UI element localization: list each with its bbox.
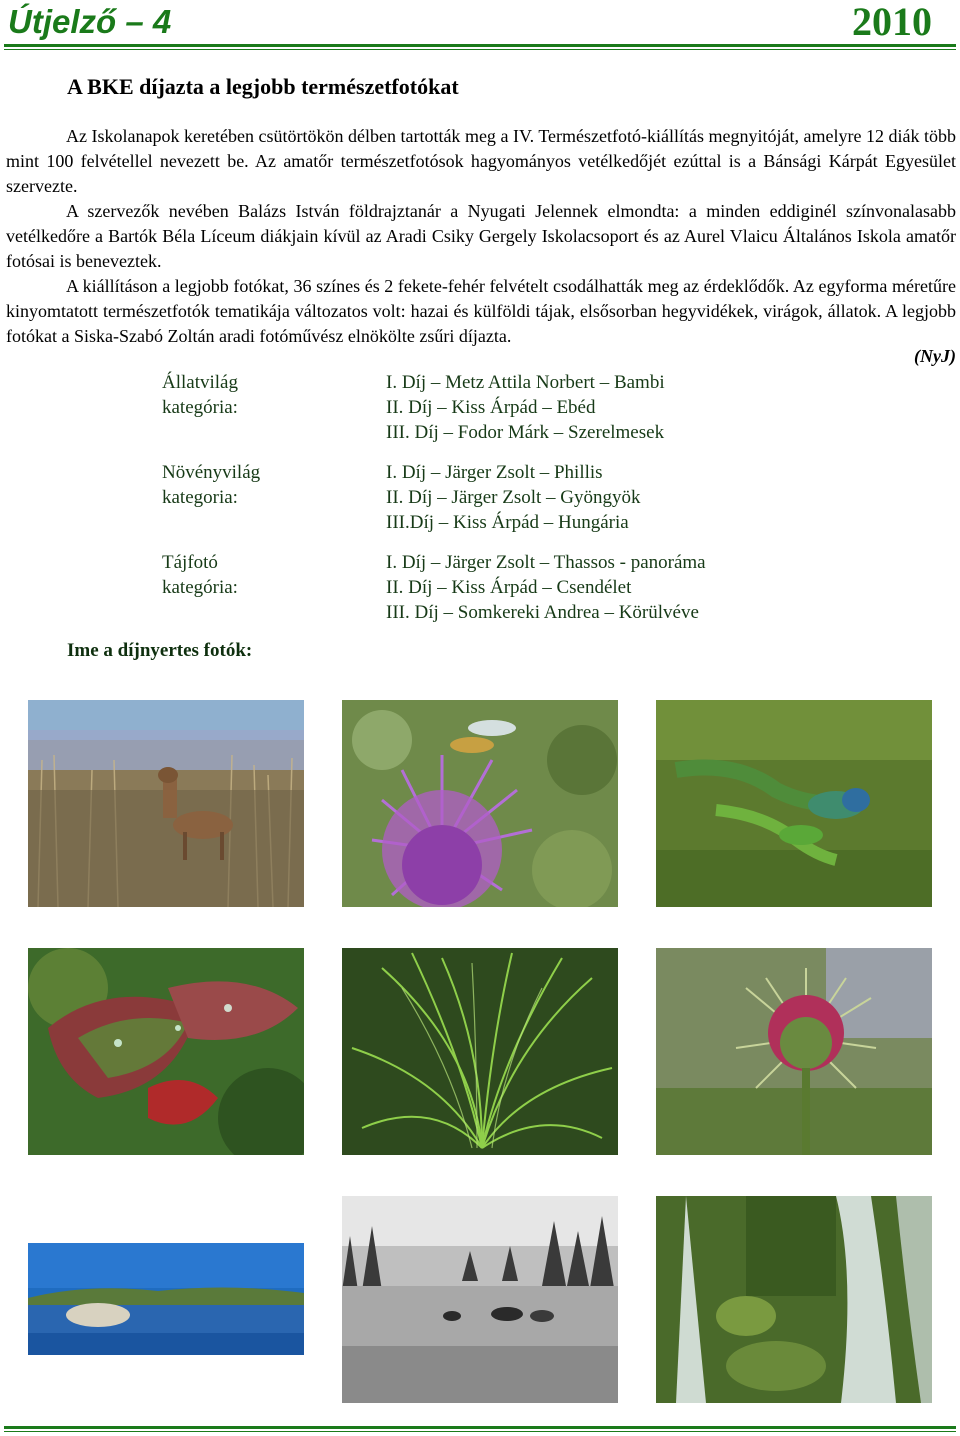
gallery-heading: Ime a díjnyertes fotók: xyxy=(67,640,253,661)
photo-deer xyxy=(28,700,304,907)
award-category: Állatvilág kategória: xyxy=(162,372,238,418)
paragraph: A kiállításon a legjobb fotókat, 36 színes és 2 fekete-fehér felvételt csodálhatták meg az érdeklődők. Az egyforma méretűre kinyomtatott természetfotók tematikája változatos volt: hazai és külföldi tájak, elsősorban hegyvidékek, virágok, állatok. A legjobb fotókat a Siska-Szabó Zoltán aradi fotóművész elnökölte zsűri díjazta. xyxy=(6,276,956,346)
paragraph: A szervezők nevében Balázs István földrajztanár a Nyugati Jelennek elmondta: a minden eddiginél színvonalasabb vetélkedőre a Bartók Béla Líceum diákjain kívül az Aradi Csiky Gergely Iskolacsoport és az Aurel Vlaicu Általános Iskola amatőr fotósai is beneveztek. xyxy=(6,201,956,271)
prize-line: II. Díj – Kiss Árpád – Csendélet xyxy=(386,577,632,598)
prize-line: II. Díj – Kiss Árpád – Ebéd xyxy=(386,397,596,418)
prize-line: III.Díj – Kiss Árpád – Hungária xyxy=(386,512,629,533)
prize-line: I. Díj – Järger Zsolt – Thassos - panoráma xyxy=(386,552,706,573)
newsletter-title: Útjelző – 4 xyxy=(8,3,172,40)
photo-leaf-drops xyxy=(28,948,304,1155)
award-prizes xyxy=(386,460,641,535)
prize-line: I. Díj – Järger Zsolt – Phillis xyxy=(386,462,603,483)
photo-thistle-bee xyxy=(342,700,618,907)
header-rule-thin xyxy=(4,49,956,50)
author-signature: (NyJ) xyxy=(914,346,956,366)
prize-line: III. Díj – Somkereki Andrea – Körülvéve xyxy=(386,602,699,623)
newsletter-year: 2010 xyxy=(852,0,932,44)
award-prizes xyxy=(386,550,706,625)
award-category: Tájfotó kategória: xyxy=(162,552,238,598)
article-body xyxy=(6,124,956,349)
footer-rule-thin xyxy=(4,1431,956,1432)
prize-line: III. Díj – Fodor Márk – Szerelmesek xyxy=(386,422,665,443)
photo-grass-drops xyxy=(342,948,618,1155)
award-prizes xyxy=(386,370,665,445)
photo-thassos-panorama xyxy=(28,1243,304,1355)
article-title: A BKE díjazta a legjobb természetfotókat xyxy=(67,74,459,99)
prize-line: II. Díj – Järger Zsolt – Gyöngyök xyxy=(386,487,641,508)
prize-line: I. Díj – Metz Attila Norbert – Bambi xyxy=(386,372,665,393)
photo-horses-bw xyxy=(342,1196,618,1403)
photo-thistle-red xyxy=(656,948,932,1155)
photo-waterfall xyxy=(656,1196,932,1403)
paragraph: Az Iskolanapok keretében csütörtökön délben tartották meg a IV. Természetfotó-kiállítás megnyitóját, amelyre 12 diák több mint 100 felvétellel nevezett be. Az amatőr természetfotósok hagyományos vetélkedőjét ezúttal is a Bánsági Kárpát Egyesület szervezte. xyxy=(6,126,956,196)
photo-lizards xyxy=(656,700,932,907)
header-rule xyxy=(4,44,956,47)
award-category: Növényvilág kategoria: xyxy=(162,462,261,508)
footer-rule xyxy=(4,1426,956,1429)
